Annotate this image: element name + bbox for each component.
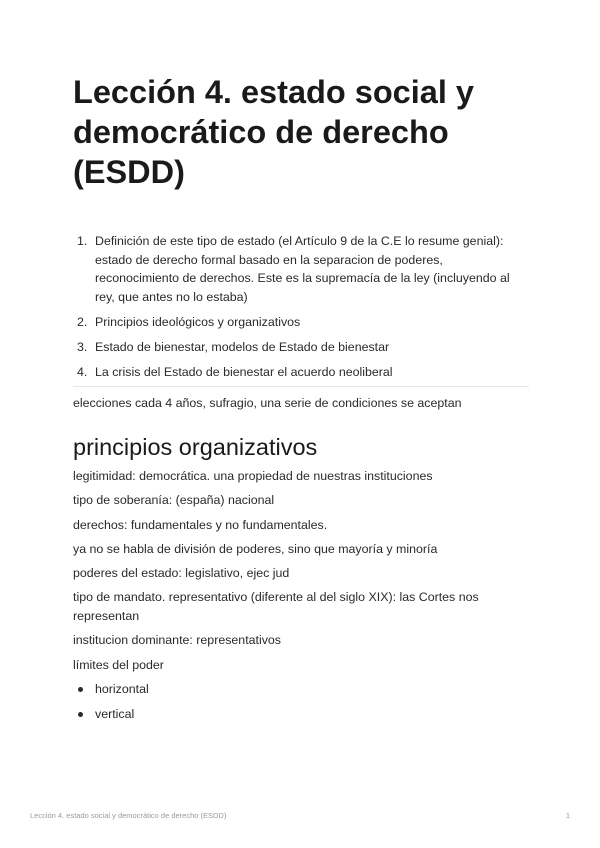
list-item-number: 4. [77,364,88,379]
note-paragraph: límites del poder [73,657,164,672]
footer-title: Lección 4. estado social y democrático de derecho (ESDD) [30,811,227,820]
note-paragraph: institucion dominante: representativos [73,633,282,648]
bullet-item-text: vertical [95,706,135,721]
list-item-number: 1. [77,234,88,248]
list-item-number: 2. [77,314,88,329]
bullet-dot-icon [78,712,83,717]
bullet-item-text: horizontal [95,681,149,696]
intro-paragraph: elecciones cada 4 años, sufragio, una serie de condiciones se aceptan [73,396,462,410]
note-paragraph: tipo de mandato. representativo (diferente al del siglo XIX): las Cortes nos representan [73,590,479,623]
bullet-dot-icon [78,687,83,692]
note-paragraph: derechos: fundamentales y no fundamentales. [73,517,328,532]
note-paragraph: ya no se habla de división de poderes, sino que mayoría y minoría [73,541,438,556]
list-item-text: La crisis del Estado de bienestar el acuerdo neoliberal [95,364,393,379]
list-item-number: 3. [77,339,88,354]
list-item-text: Definición de este tipo de estado (el Artículo 9 de la C.E lo resume genial): estado de derecho formal basado en la separacion de poderes, reconocimiento de derechos. Este es la supremacía de la ley (incluyendo al rey, que antes no lo estaba) [95,234,510,304]
note-paragraph: legitimidad: democrática. una propiedad de nuestras instituciones [73,469,433,483]
note-paragraph: tipo de soberanía: (españa) nacional [73,493,275,508]
divider [73,386,529,387]
bullet-item [73,680,529,699]
page-number: 1 [565,811,570,820]
list-item [73,313,529,332]
list-item [73,232,529,306]
bullet-list [73,680,529,724]
list-item-text: Estado de bienestar, modelos de Estado de bienestar [95,339,390,354]
section-heading: principios organizativos [73,434,318,460]
notes-section [73,467,529,730]
list-item-text: Principios ideológicos y organizativos [95,314,301,329]
bullet-item [73,705,529,724]
list-item [73,338,529,357]
numbered-list [73,232,529,388]
note-paragraph: poderes del estado: legislativo, ejec jud [73,566,290,581]
list-item [73,363,529,382]
page-title: Lección 4. estado social y democrático de derecho (ESDD) [73,74,474,190]
